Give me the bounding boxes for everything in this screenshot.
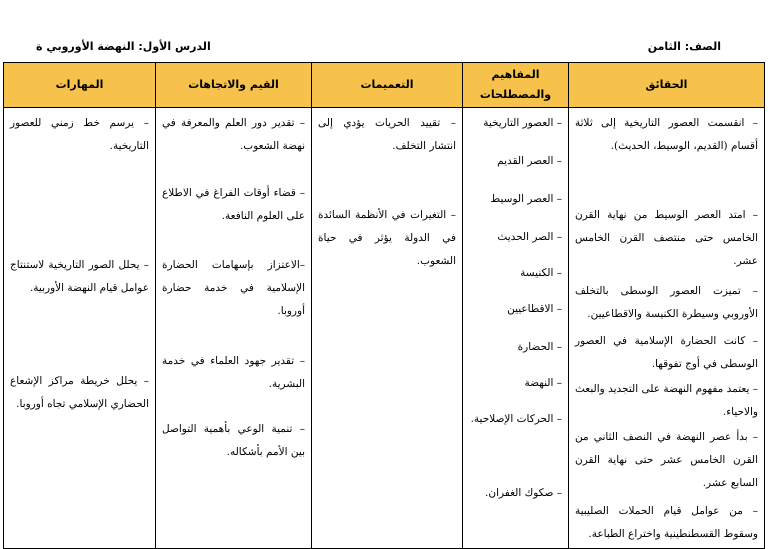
facts-cell bbox=[569, 108, 765, 549]
generalizations-cell bbox=[312, 108, 463, 549]
concepts-cell bbox=[463, 108, 569, 549]
table-row bbox=[4, 108, 765, 549]
fact-item: – انقسمت العصور التاريخية إلى ثلاثة أقسام (القديم، الوسيط، الحديث). bbox=[575, 117, 758, 152]
value-item: – تنمية الوعي بأهمية التواصل بين الأمم بأشكاله. bbox=[162, 423, 305, 458]
skill-item: – يرسم خط زمني للعصور التاريخية. bbox=[10, 117, 149, 152]
generalization-item: – التغيرات في الأنظمة السائدة في الدولة يؤثر في حياة الشعوب. bbox=[318, 209, 456, 267]
concept-item: – الحضارة bbox=[517, 341, 562, 353]
grade-label: الصف: الثامن bbox=[647, 40, 721, 53]
table-header-row bbox=[4, 63, 765, 108]
concept-item: – الاقطاعيين bbox=[507, 303, 562, 315]
fact-item: – كانت الحضارة الإسلامية في العصور الوسطى في أوج تفوقها. bbox=[575, 335, 758, 370]
column-header-skills: المهارات bbox=[4, 63, 156, 108]
column-header-concepts: المفاهيم والمصطلحات bbox=[463, 63, 569, 108]
concept-item: – الحركات الإصلاحية. bbox=[470, 413, 562, 425]
fact-item: – امتد العصر الوسيط من نهاية القرن الخامس حتى منتصف القرن الخامس عشر. bbox=[575, 209, 758, 267]
column-header-facts: الحقائق bbox=[569, 63, 765, 108]
lesson-plan-table bbox=[3, 62, 765, 549]
value-item: –الاعتزاز بإسهامات الحضارة الإسلامية في خدمة حضارة أوروبا. bbox=[162, 259, 305, 317]
skill-item: – يحلل خريطة مراكز الإشعاع الحضاري الإسلامي تجاه أوروبا. bbox=[10, 375, 149, 410]
value-item: – تقدير دور العلم والمعرفة في نهضة الشعوب. bbox=[162, 117, 305, 152]
skills-cell bbox=[4, 108, 156, 549]
value-item: – قضاء أوقات الفراغ في الاطلاع على العلوم النافعة. bbox=[162, 187, 305, 222]
fact-item: – تميزت العصور الوسطى بالتخلف الأوروبي وسيطرة الكنيسة والاقطاعيين. bbox=[575, 285, 758, 320]
concept-item: – العصور التاريخية bbox=[483, 117, 562, 129]
concept-item: – الكنيسة bbox=[520, 267, 562, 279]
concept-item: – صكوك الغفران. bbox=[485, 487, 562, 499]
fact-item: – من عوامل قيام الحملات الصليبية وسقوط القسطنطينية واختراع الطباعة. bbox=[575, 505, 758, 540]
concept-item: – العصر الوسيط bbox=[490, 193, 562, 205]
skill-item: – يحلل الصور التاريخية لاستنتاج عوامل قيام النهضة الأوربية. bbox=[10, 259, 149, 294]
column-header-values: القيم والاتجاهات bbox=[156, 63, 312, 108]
column-header-generalizations: التعميمات bbox=[312, 63, 463, 108]
value-item: – تقدير جهود العلماء في خدمة البشرية. bbox=[162, 355, 305, 390]
generalization-item: – تقييد الحريات يؤدي إلى انتشار التخلف. bbox=[318, 117, 456, 152]
lesson-title: الدرس الأول: النهضة الأوروبي ة bbox=[36, 40, 211, 53]
fact-item: – بدأ عصر النهضة في النصف الثاني من القرن الخامس عشر حتى نهاية القرن السابع عشر. bbox=[575, 431, 758, 489]
concept-item: – العصر القديم bbox=[497, 155, 562, 167]
concept-item: – الصر الحديث bbox=[497, 231, 562, 243]
concept-item: – النهضة bbox=[524, 377, 562, 389]
values-cell bbox=[156, 108, 312, 549]
fact-item: – يعتمد مفهوم النهضة على التجديد والبعث والاحياء. bbox=[575, 383, 758, 418]
